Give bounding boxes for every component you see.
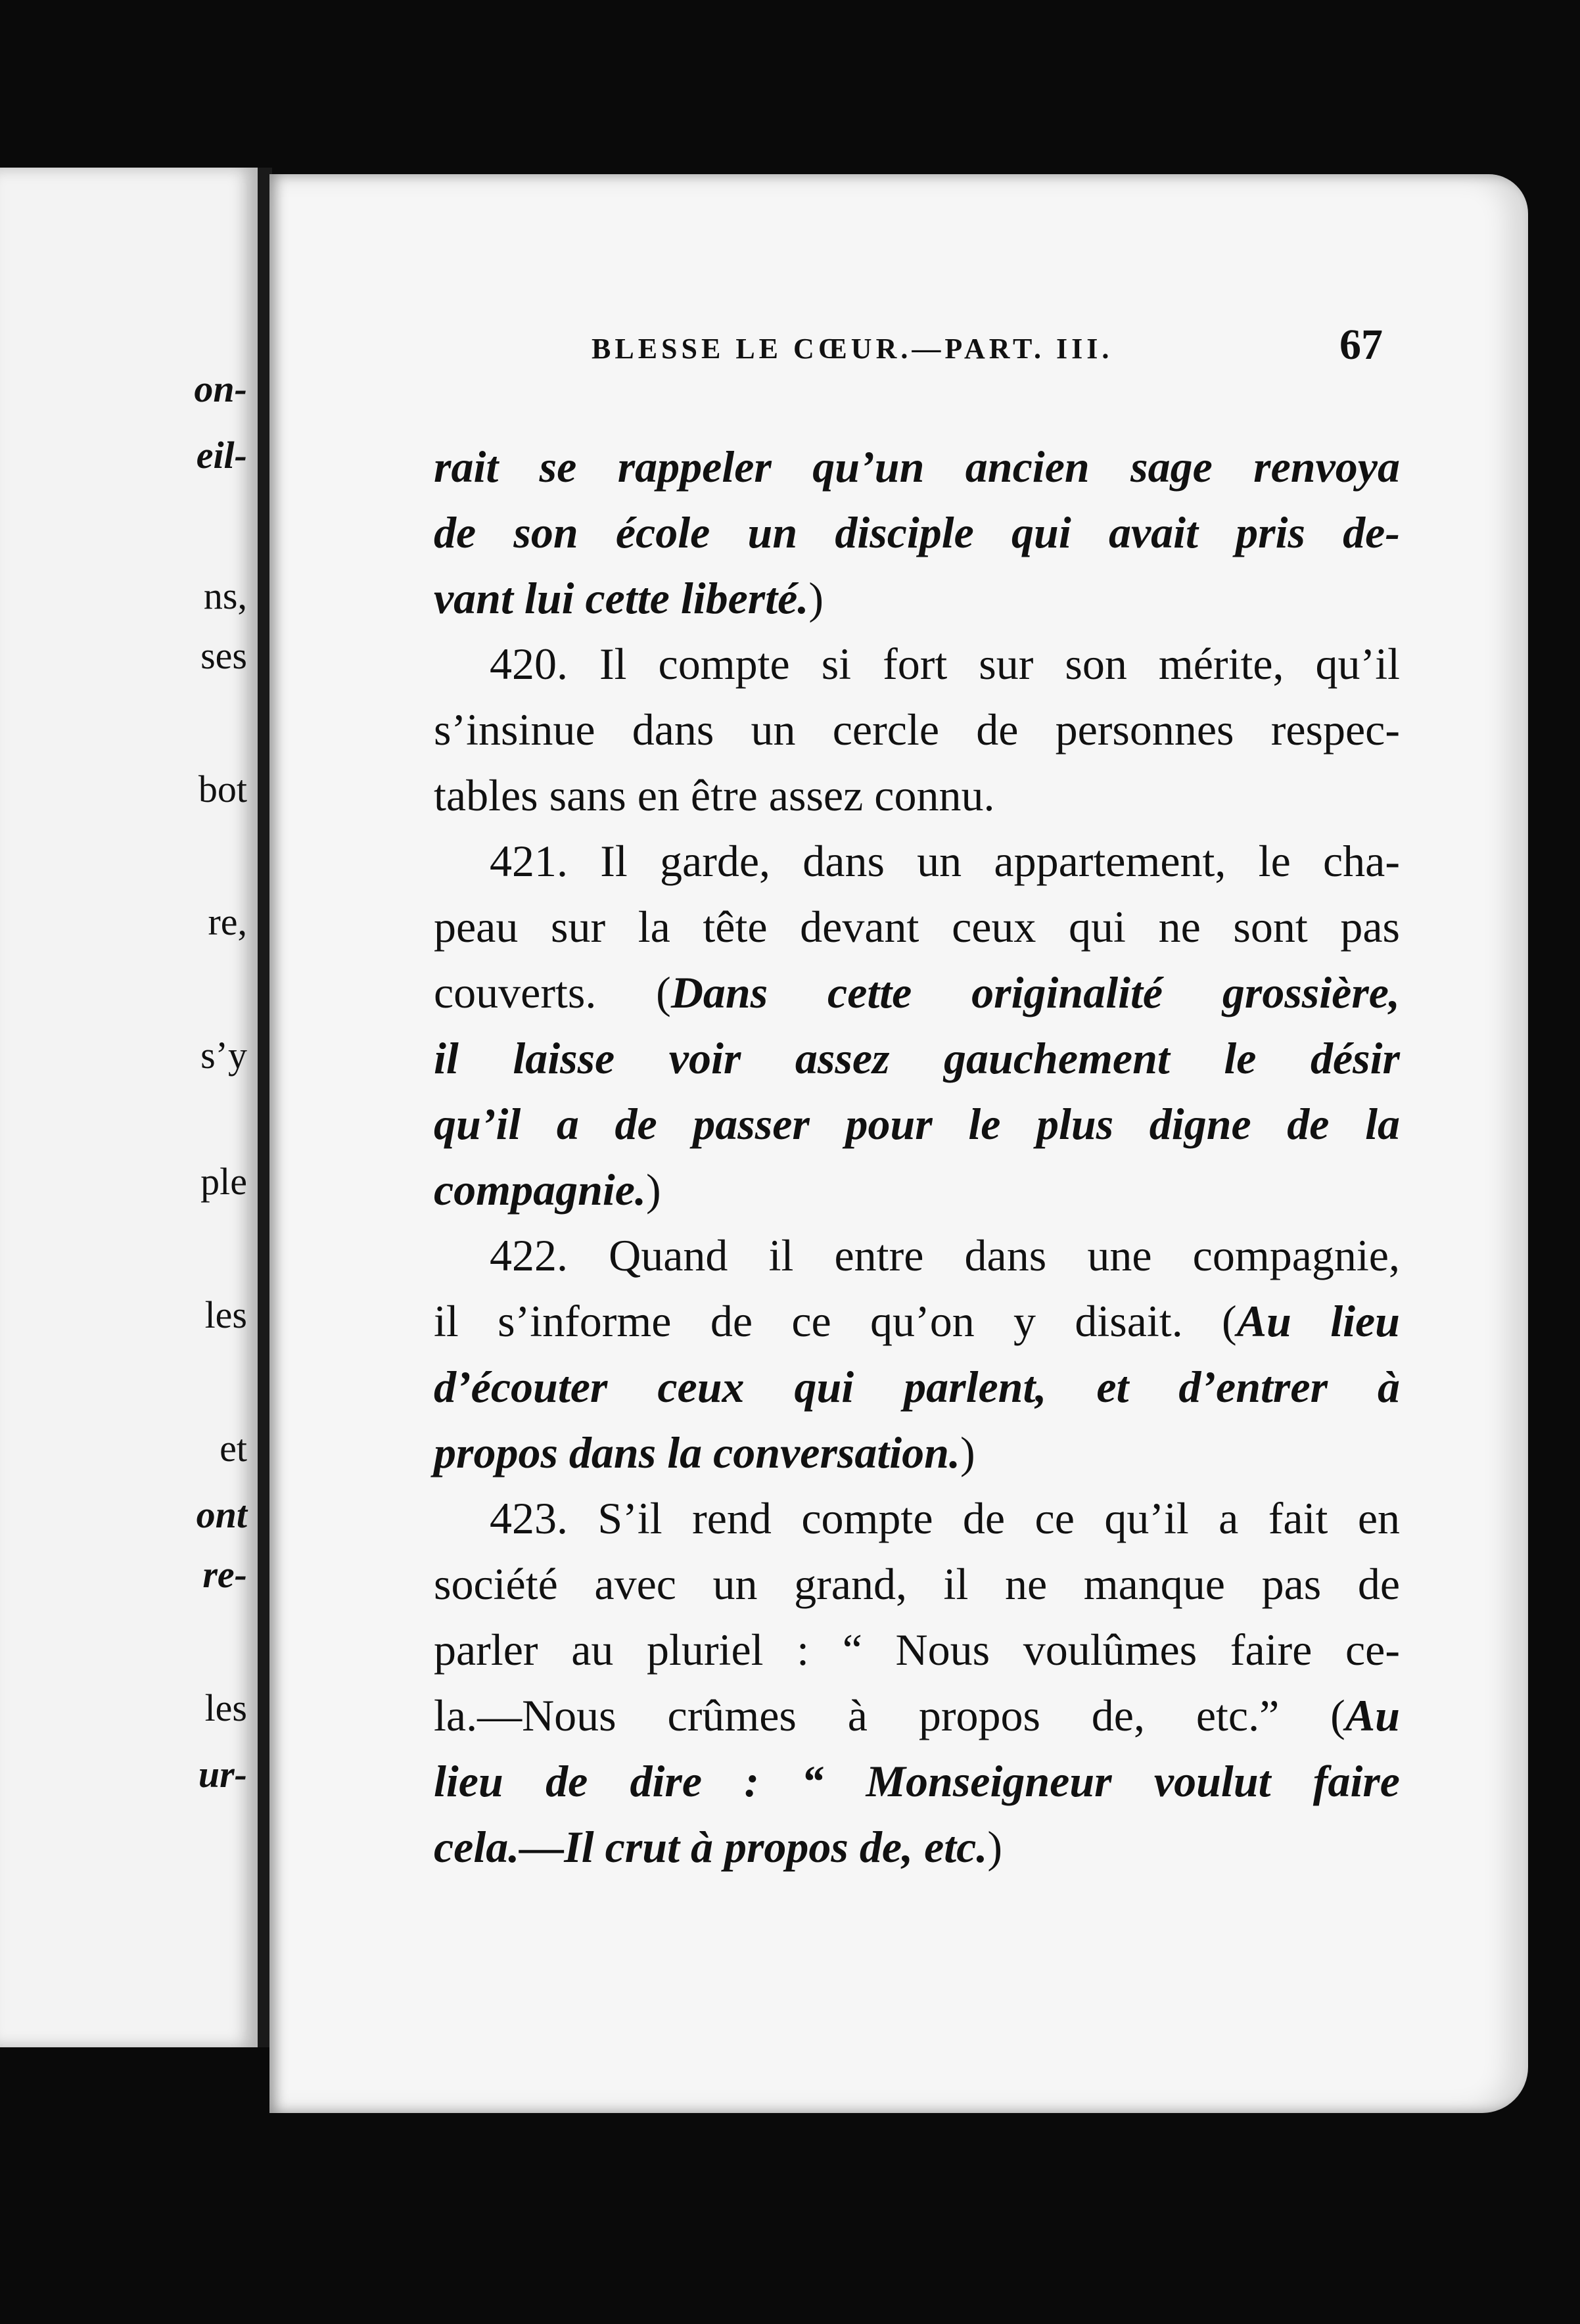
italic-text: lieu de dire : “ Monseigneur voulut faire xyxy=(434,1756,1400,1806)
left-page xyxy=(0,168,262,2047)
roman-text: société avec un grand, il ne manque pas de xyxy=(434,1559,1400,1609)
italic-text: d’écouter ceux qui parlent, et d’entrer à xyxy=(434,1362,1400,1412)
left-page-fragment: eil- xyxy=(196,434,247,477)
text-line xyxy=(434,1683,1400,1748)
italic-text: propos dans la conversation. xyxy=(434,1428,960,1477)
italic-text: il laisse voir assez gauchement le désir xyxy=(434,1033,1400,1083)
left-page-fragment: ns, xyxy=(203,574,247,618)
left-page-fragment: on- xyxy=(194,367,247,410)
italic-text: rait se rappeler qu’un ancien sage renvoya xyxy=(434,442,1400,492)
roman-text: 423. S’il rend compte de ce qu’il a fait en xyxy=(490,1493,1400,1543)
roman-text: s’insinue dans un cercle de personnes respec- xyxy=(434,705,1400,755)
text-line xyxy=(434,828,1400,894)
italic-text: Dans cette originalité grossière, xyxy=(670,967,1400,1017)
text-line xyxy=(434,1420,1400,1485)
roman-text: ) xyxy=(960,1428,975,1477)
roman-text: 422. Quand il entre dans une compagnie, xyxy=(490,1230,1400,1280)
italic-text: compagnie. xyxy=(434,1165,646,1215)
italic-text: cela.—Il crut à propos de, etc. xyxy=(434,1822,988,1872)
text-line xyxy=(434,1748,1400,1814)
left-page-fragment: ur- xyxy=(198,1753,247,1796)
italic-text: de son école un disciple qui avait pris de- xyxy=(434,507,1400,557)
text-line xyxy=(434,434,1400,500)
left-page-fragment: les xyxy=(204,1686,247,1729)
text-line xyxy=(434,1091,1400,1157)
italic-text: vant lui cette liberté. xyxy=(434,573,809,623)
text-line xyxy=(434,1814,1400,1880)
roman-text: 421. Il garde, dans un appartement, le cha- xyxy=(490,836,1400,886)
left-page-fragment: ses xyxy=(200,634,247,677)
roman-text: ) xyxy=(645,1165,661,1215)
body-text xyxy=(434,434,1400,1880)
left-page-fragment: ont xyxy=(196,1493,247,1537)
text-line xyxy=(434,1288,1400,1354)
left-page-fragment: ple xyxy=(200,1160,247,1203)
roman-text: ) xyxy=(987,1822,1002,1872)
text-line xyxy=(434,1157,1400,1222)
italic-text: Au lieu xyxy=(1236,1296,1400,1346)
text-line xyxy=(434,697,1400,762)
roman-text: parler au pluriel : “ Nous voulûmes faire ce- xyxy=(434,1625,1400,1675)
running-head: BLESSE LE CŒUR.—PART. III. xyxy=(592,333,1113,365)
text-line xyxy=(434,1222,1400,1288)
roman-text: tables sans en être assez connu. xyxy=(434,770,995,820)
left-page-fragment: s’y xyxy=(200,1034,247,1077)
roman-text: peau sur la tête devant ceux qui ne sont pas xyxy=(434,902,1400,952)
text-line xyxy=(434,565,1400,631)
text-line xyxy=(434,1617,1400,1683)
left-page-fragment: bot xyxy=(198,767,247,810)
text-line xyxy=(434,631,1400,697)
text-line xyxy=(434,1025,1400,1091)
right-page xyxy=(269,174,1528,2113)
roman-text: ) xyxy=(808,573,824,623)
roman-text: 420. Il compte si fort sur son mérite, qu’il xyxy=(490,639,1400,689)
left-page-fragment: et xyxy=(220,1427,247,1470)
roman-text: couverts. ( xyxy=(434,967,671,1017)
page-number: 67 xyxy=(1339,321,1383,369)
left-page-fragment: les xyxy=(204,1293,247,1337)
text-line xyxy=(434,1485,1400,1551)
left-page-fragment: re, xyxy=(208,900,247,944)
text-line xyxy=(434,500,1400,565)
text-line xyxy=(434,1551,1400,1617)
text-line xyxy=(434,762,1400,828)
italic-text: qu’il a de passer pour le plus digne de la xyxy=(434,1099,1400,1149)
text-line xyxy=(434,894,1400,960)
italic-text: Au xyxy=(1345,1690,1400,1740)
text-line xyxy=(434,960,1400,1025)
text-line xyxy=(434,1354,1400,1420)
left-page-fragment: re- xyxy=(202,1552,247,1596)
roman-text: il s’informe de ce qu’on y disait. ( xyxy=(434,1296,1237,1346)
roman-text: la.—Nous crûmes à propos de, etc.” ( xyxy=(434,1690,1345,1740)
